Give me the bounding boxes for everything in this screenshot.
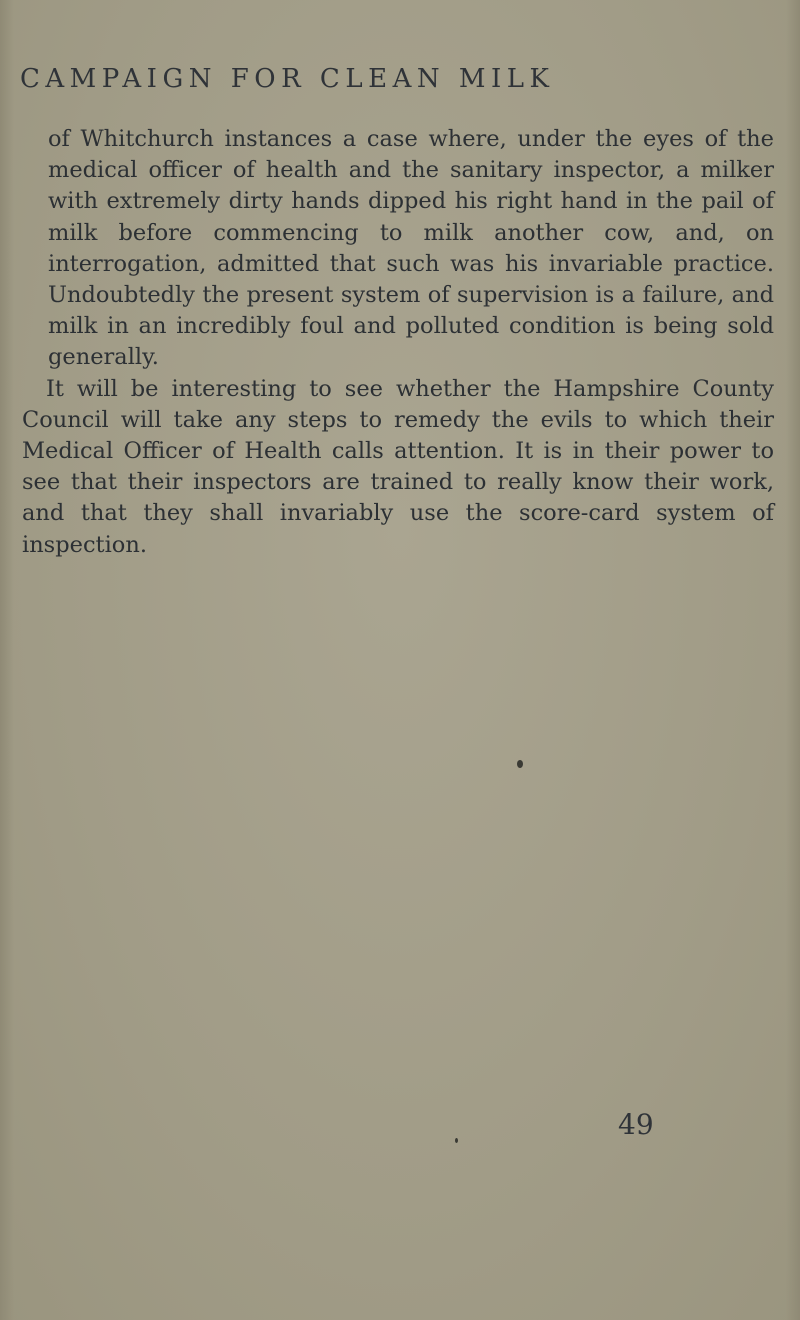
body-text	[22, 124, 774, 561]
ink-speck	[517, 760, 523, 768]
paragraph-2: It will be interesting to see whether the Hampshire County Council will take any steps to remedy the evils to which their Medical Officer of Health calls attention. It is in their power to see that their inspectors are trained to really know their work, and that they shall invariably use the score-card system of inspection.	[22, 375, 774, 558]
ink-speck	[455, 1138, 458, 1143]
paragraph-1: of Whitchurch instances a case where, under the eyes of the medical officer of health and the sanitary inspector, a milker with extremely dirty hands dipped his right hand in the pail of milk before commencing to milk another cow, and, on interrogation, admitted that such was his invariable practice. Undoubtedly the present system of supervision is a failure, and milk in an incredibly foul and polluted condition is being sold generally.	[48, 126, 774, 371]
page-edge-shadow-right	[786, 0, 800, 1320]
running-head: CAMPAIGN FOR CLEAN MILK	[20, 64, 555, 94]
page-number: 49	[618, 1108, 654, 1141]
page-edge-shadow-left	[0, 0, 14, 1320]
